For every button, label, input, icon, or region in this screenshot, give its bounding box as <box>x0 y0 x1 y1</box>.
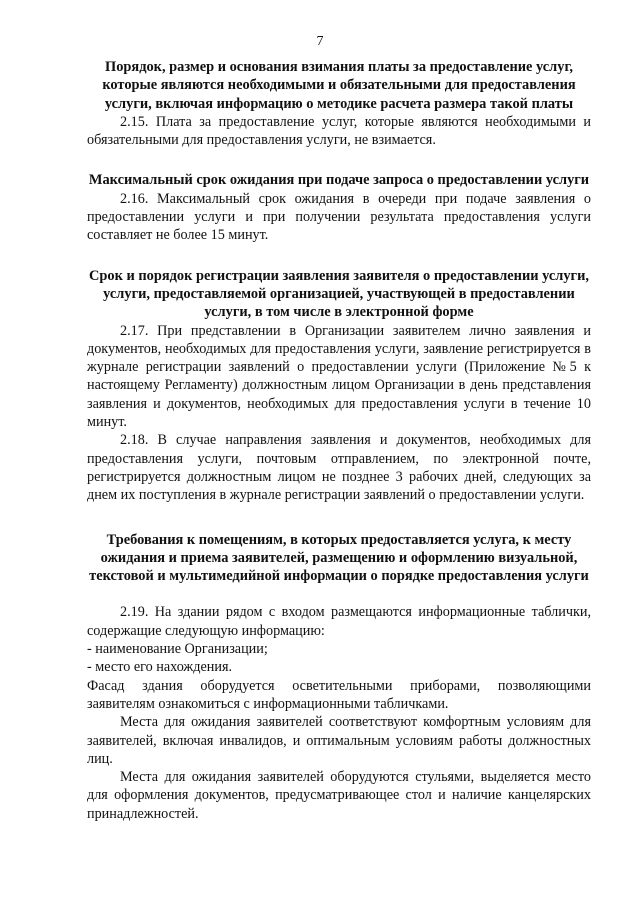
list-item: - место его нахождения. <box>87 659 233 676</box>
paragraph-2-16: 2.16. Максимальный срок ожидания в очереди при подаче заявления о предоставлении услуги и при получении результата предоставления услуги составляет не более 15 минут. <box>87 190 591 244</box>
paragraph-waiting-places: Места для ожидания заявителей соответствуют комфортным условиям для заявителей, включая инвалидов, и оптимальным условиям работы должностных лиц. <box>87 714 591 767</box>
section-heading: Срок и порядок регистрации заявления заявителя о предоставлении услуги, услуги, предоставляемой организацией, участвующей в предоставлении услуги, в том числе в электронной форме <box>89 267 589 321</box>
section-heading: Порядок, размер и основания взимания платы за предоставление услуг, которые являются необходимыми и обязательными для предоставления услуги, включая информацию о методике расчета размера такой платы <box>102 59 576 112</box>
section-heading: Максимальный срок ожидания при подаче запроса о предоставлении услуги <box>88 172 590 189</box>
section-heading: Требования к помещениям, в которых предоставляется услуга, к месту ожидания и приема заявителей, размещению и оформлению визуальной, текстовой и мультимедийной информации о порядке предоставления услуги <box>89 531 589 585</box>
page-number: 7 <box>316 34 324 49</box>
paragraph-2-15: 2.15. Плата за предоставление услуг, которые являются необходимыми и обязательными для предоставления услуги, не взимается. <box>87 113 591 149</box>
document-body <box>87 58 591 823</box>
paragraph-2-19: 2.19. На здании рядом с входом размещаются информационные таблички, содержащие следующую информацию: <box>87 604 591 639</box>
paragraph-2-18: 2.18. В случае направления заявления и документов, необходимых для предоставления услуги, почтовым отправлением, по электронной почте, регистрируется должностным лицом не позднее 3 рабочих дней, следующих за днем их поступления в журнале регистрации заявлений о предоставлении услуги. <box>87 432 591 504</box>
paragraph-2-17: 2.17. При представлении в Организации заявителем лично заявления и документов, необходимых для предоставления услуги, заявление регистрируется в журнале регистрации заявлений о предоставлении услуги (Приложение №5 к настоящему Регламенту) должностным лицом Организации в день представления заявления и документов, необходимых для предоставления услуги в течение 10 минут. <box>87 322 591 431</box>
list-item: - наименование Организации; <box>87 641 268 658</box>
paragraph-waiting-equipment: Места для ожидания заявителей оборудуются стульями, выделяется место для оформления документов, предусматривающее стол и наличие канцелярских принадлежностей. <box>87 769 591 822</box>
paragraph-facade: Фасад здания оборудуется осветительными приборами, позволяющими заявителям ознакомиться с информационными табличками. <box>87 677 591 712</box>
